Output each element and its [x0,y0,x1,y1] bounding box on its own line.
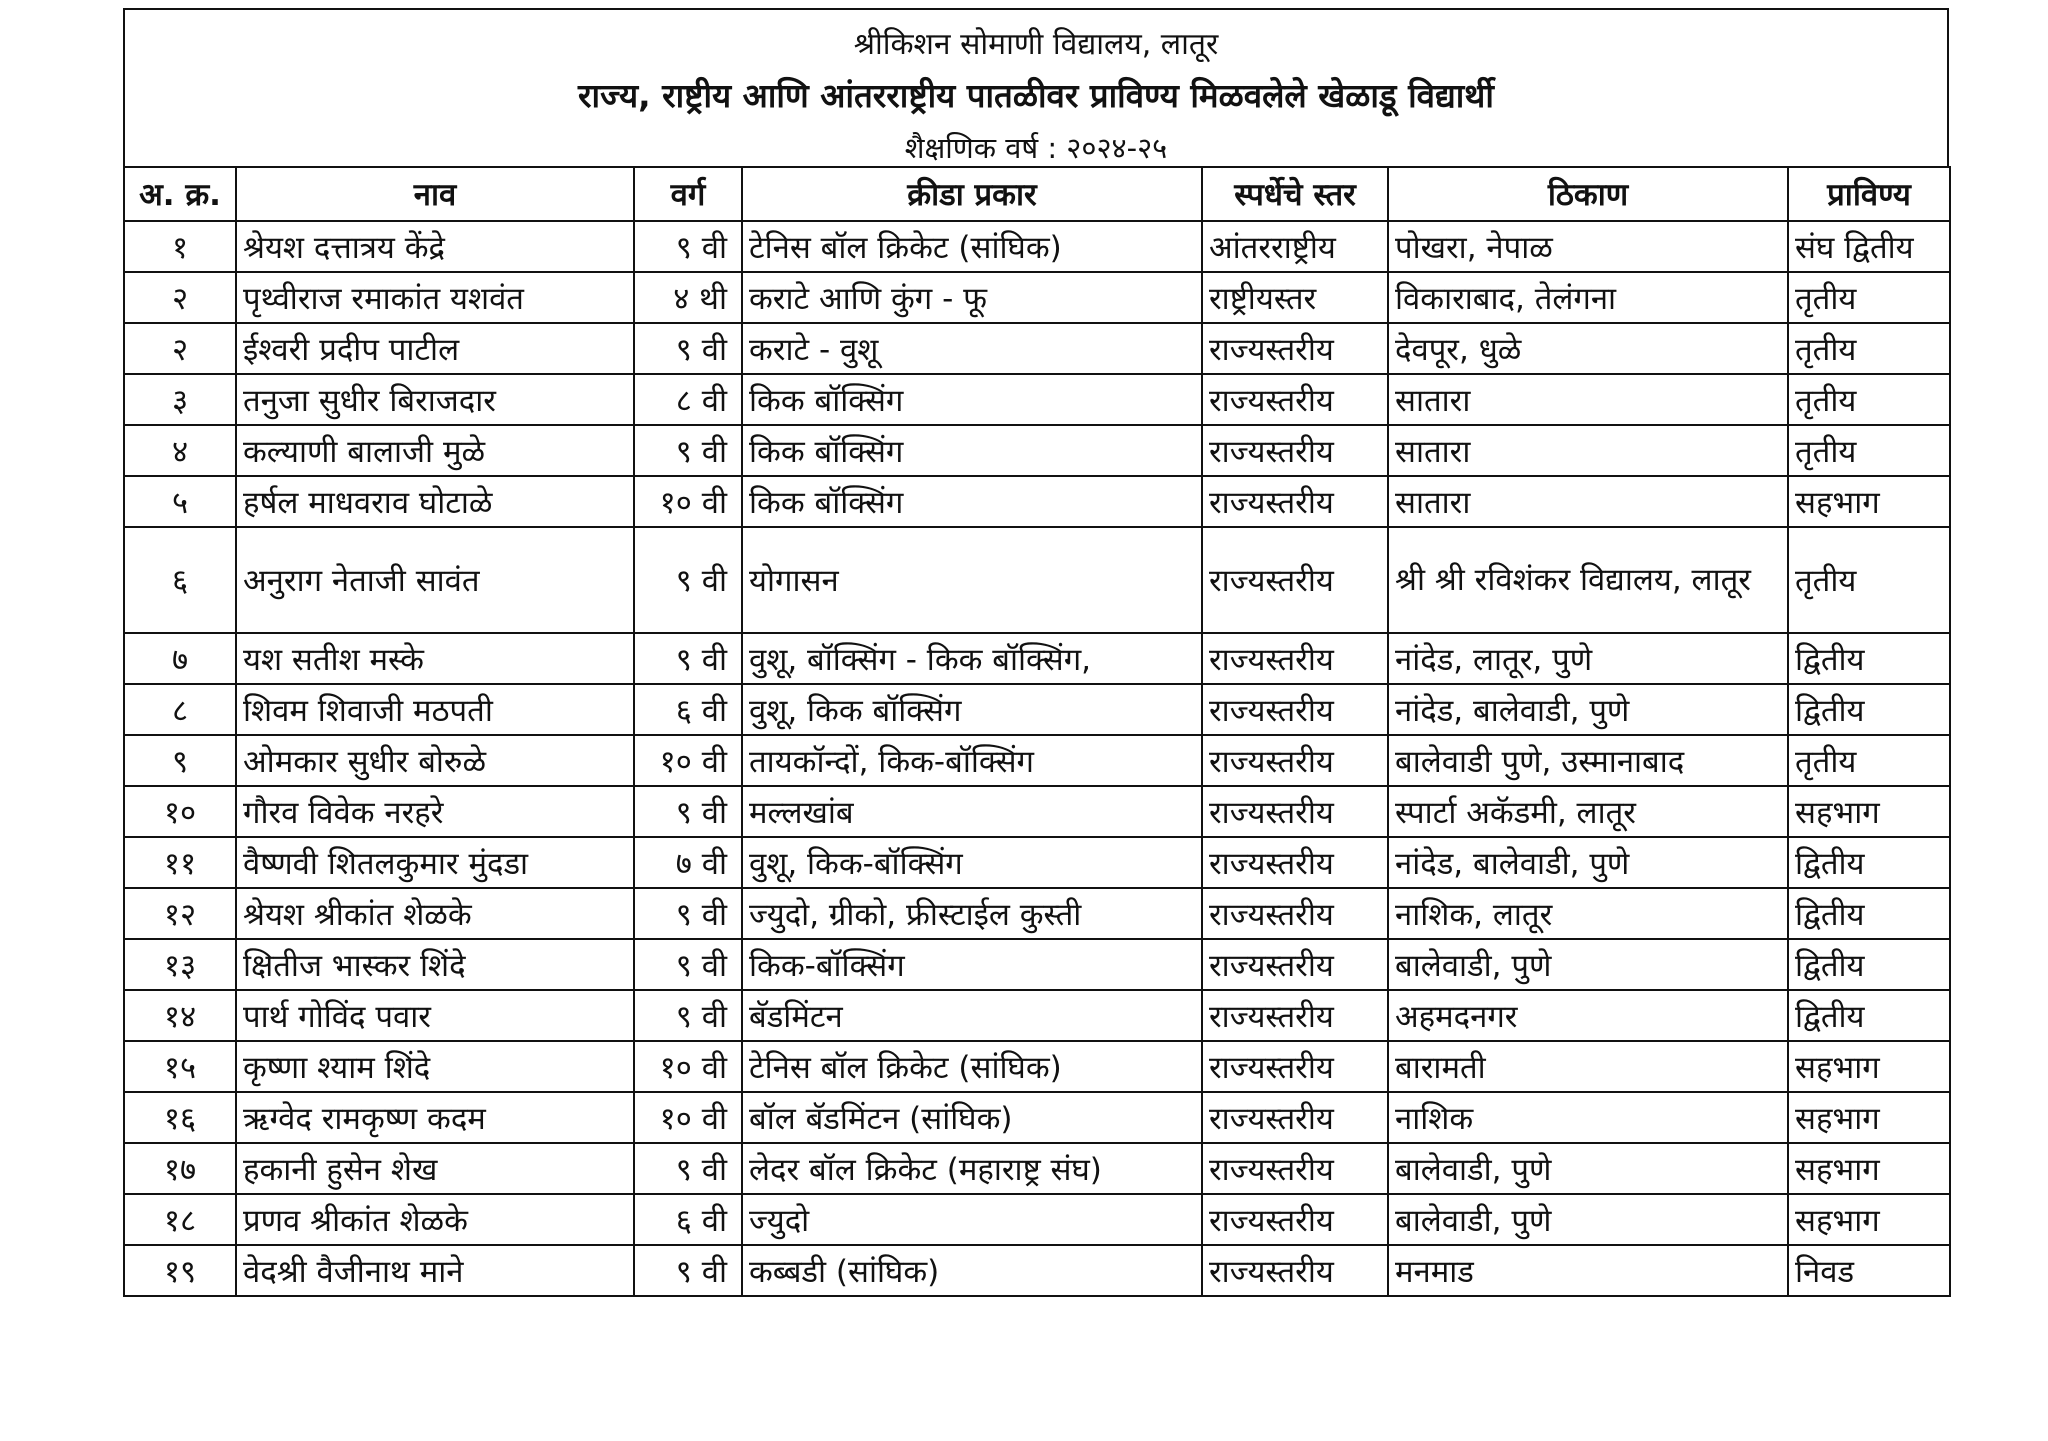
venue-cell: नाशिक [1388,1092,1788,1143]
table-row [124,633,1950,684]
achievement-cell: द्वितीय [1788,837,1950,888]
sport-cell: बॅडमिंटन [742,990,1202,1041]
table-row [124,888,1950,939]
table-row [124,990,1950,1041]
table-row [124,374,1950,425]
achievement-cell: सहभाग [1788,786,1950,837]
venue-cell: बालेवाडी, पुणे [1388,1194,1788,1245]
table-row [124,735,1950,786]
students-table [123,166,1951,1297]
sport-cell: कराटे - वुशू [742,323,1202,374]
achievement-cell: सहभाग [1788,1143,1950,1194]
venue-cell: बालेवाडी, पुणे [1388,939,1788,990]
achievement-cell: द्वितीय [1788,684,1950,735]
table-row [124,1092,1950,1143]
sport-cell: तायकॉन्दों, किक-बॉक्सिंग [742,735,1202,786]
level-cell: राज्यस्तरीय [1202,837,1388,888]
name-cell: ओमकार सुधीर बोरुळे [236,735,634,786]
name-cell: क्षितीज भास्कर शिंदे [236,939,634,990]
class-cell: ९ वी [634,221,742,272]
table-row [124,476,1950,527]
venue-cell: मनमाड [1388,1245,1788,1296]
column-header-venue: ठिकाण [1388,167,1788,221]
achievement-cell: द्वितीय [1788,888,1950,939]
class-cell: १० वी [634,735,742,786]
class-cell: ९ वी [634,990,742,1041]
venue-cell: पोखरा, नेपाळ [1388,221,1788,272]
table-header-row [124,167,1950,221]
name-cell: श्रेयश श्रीकांत शेळके [236,888,634,939]
level-cell: राज्यस्तरीय [1202,735,1388,786]
level-cell: राज्यस्तरीय [1202,476,1388,527]
serial-cell: १८ [124,1194,236,1245]
level-cell: राज्यस्तरीय [1202,939,1388,990]
serial-cell: २ [124,272,236,323]
column-header-serial: अ. क्र. [124,167,236,221]
class-cell: १० वी [634,476,742,527]
class-cell: १० वी [634,1092,742,1143]
level-cell: राज्यस्तरीय [1202,323,1388,374]
class-cell: ९ वी [634,527,742,633]
achievement-cell: सहभाग [1788,476,1950,527]
class-cell: ६ वी [634,1194,742,1245]
level-cell: राज्यस्तरीय [1202,888,1388,939]
achievement-cell: द्वितीय [1788,633,1950,684]
level-cell: राज्यस्तरीय [1202,1194,1388,1245]
sport-cell: किक बॉक्सिंग [742,374,1202,425]
venue-cell: नांदेड, बालेवाडी, पुणे [1388,684,1788,735]
table-body [124,221,1950,1296]
class-cell: ६ वी [634,684,742,735]
sport-cell: लेदर बॉल क्रिकेट (महाराष्ट्र संघ) [742,1143,1202,1194]
class-cell: ७ वी [634,837,742,888]
serial-cell: १६ [124,1092,236,1143]
serial-cell: ९ [124,735,236,786]
name-cell: हकानी हुसेन शेख [236,1143,634,1194]
sport-cell: वुशू, बॉक्सिंग - किक बॉक्सिंग, [742,633,1202,684]
level-cell: राज्यस्तरीय [1202,1041,1388,1092]
class-cell: ९ वी [634,786,742,837]
column-header-level: स्पर्धेचे स्तर [1202,167,1388,221]
venue-cell: बालेवाडी पुणे, उस्मानाबाद [1388,735,1788,786]
sport-cell: किक बॉक्सिंग [742,425,1202,476]
sport-cell: योगासन [742,527,1202,633]
level-cell: राज्यस्तरीय [1202,1245,1388,1296]
name-cell: तनुजा सुधीर बिराजदार [236,374,634,425]
serial-cell: ४ [124,425,236,476]
venue-cell: देवपूर, धुळे [1388,323,1788,374]
achievement-cell: द्वितीय [1788,990,1950,1041]
sport-cell: मल्लखांब [742,786,1202,837]
level-cell: राज्यस्तरीय [1202,786,1388,837]
class-cell: ९ वी [634,633,742,684]
venue-cell: श्री श्री रविशंकर विद्यालय, लातूर [1388,527,1788,633]
name-cell: यश सतीश मस्के [236,633,634,684]
table-row [124,939,1950,990]
venue-cell: नांदेड, लातूर, पुणे [1388,633,1788,684]
serial-cell: १२ [124,888,236,939]
name-cell: वेदश्री वैजीनाथ माने [236,1245,634,1296]
level-cell: राज्यस्तरीय [1202,633,1388,684]
achievement-cell: द्वितीय [1788,939,1950,990]
name-cell: कृष्णा श्याम शिंदे [236,1041,634,1092]
level-cell: राज्यस्तरीय [1202,1143,1388,1194]
class-cell: १० वी [634,1041,742,1092]
venue-cell: विकाराबाद, तेलंगना [1388,272,1788,323]
achievement-cell: तृतीय [1788,374,1950,425]
venue-cell: नांदेड, बालेवाडी, पुणे [1388,837,1788,888]
class-cell: ४ थी [634,272,742,323]
sport-cell: कब्बडी (सांघिक) [742,1245,1202,1296]
venue-cell: अहमदनगर [1388,990,1788,1041]
sport-cell: ज्युदो [742,1194,1202,1245]
achievement-cell: निवड [1788,1245,1950,1296]
venue-cell: स्पार्टा अकॅडमी, लातूर [1388,786,1788,837]
name-cell: ऋग्वेद रामकृष्ण कदम [236,1092,634,1143]
name-cell: पार्थ गोविंद पवार [236,990,634,1041]
level-cell: राज्यस्तरीय [1202,684,1388,735]
achievement-cell: तृतीय [1788,272,1950,323]
venue-cell: बारामती [1388,1041,1788,1092]
column-header-sport: क्रीडा प्रकार [742,167,1202,221]
name-cell: वैष्णवी शितलकुमार मुंदडा [236,837,634,888]
name-cell: प्रणव श्रीकांत शेळके [236,1194,634,1245]
serial-cell: २ [124,323,236,374]
sport-cell: कराटे आणि कुंग - फू [742,272,1202,323]
achievement-cell: सहभाग [1788,1041,1950,1092]
sport-cell: बॉल बॅडमिंटन (सांघिक) [742,1092,1202,1143]
serial-cell: १० [124,786,236,837]
table-row [124,1041,1950,1092]
serial-cell: १७ [124,1143,236,1194]
achievement-cell: सहभाग [1788,1092,1950,1143]
venue-cell: सातारा [1388,374,1788,425]
serial-cell: ७ [124,633,236,684]
serial-cell: ११ [124,837,236,888]
table-row [124,1194,1950,1245]
class-cell: ९ वी [634,425,742,476]
document-sheet [123,8,1949,1352]
class-cell: ९ वी [634,1245,742,1296]
venue-cell: सातारा [1388,476,1788,527]
name-cell: कल्याणी बालाजी मुळे [236,425,634,476]
document-title: राज्य, राष्ट्रीय आणि आंतरराष्ट्रीय पातळीवर प्राविण्य मिळवलेले खेळाडू विद्यार्थी [578,76,1494,115]
venue-cell: नाशिक, लातूर [1388,888,1788,939]
achievement-cell: तृतीय [1788,323,1950,374]
achievement-cell: सहभाग [1788,1194,1950,1245]
serial-cell: १४ [124,990,236,1041]
table-row [124,323,1950,374]
name-cell: गौरव विवेक नरहरे [236,786,634,837]
name-cell: श्रेयश दत्तात्रय केंद्रे [236,221,634,272]
level-cell: राज्यस्तरीय [1202,374,1388,425]
table-row [124,527,1950,633]
class-cell: ९ वी [634,1143,742,1194]
sport-cell: ज्युदो, ग्रीको, फ्रीस्टाईल कुस्ती [742,888,1202,939]
document-header [123,8,1949,166]
sport-cell: टेनिस बॉल क्रिकेट (सांघिक) [742,221,1202,272]
table-row [124,684,1950,735]
column-header-class: वर्ग [634,167,742,221]
name-cell: शिवम शिवाजी मठपती [236,684,634,735]
table-row [124,786,1950,837]
name-cell: हर्षल माधवराव घोटाळे [236,476,634,527]
serial-cell: ३ [124,374,236,425]
column-header-achievement: प्राविण्य [1788,167,1950,221]
sport-cell: वुशू, किक बॉक्सिंग [742,684,1202,735]
level-cell: राज्यस्तरीय [1202,1092,1388,1143]
level-cell: राज्यस्तरीय [1202,527,1388,633]
class-cell: ९ वी [634,939,742,990]
sport-cell: टेनिस बॉल क्रिकेट (सांघिक) [742,1041,1202,1092]
table-row [124,1245,1950,1296]
level-cell: आंतरराष्ट्रीय [1202,221,1388,272]
serial-cell: ५ [124,476,236,527]
achievement-cell: तृतीय [1788,527,1950,633]
serial-cell: १३ [124,939,236,990]
table-row [124,1143,1950,1194]
table-row [124,425,1950,476]
class-cell: ९ वी [634,323,742,374]
venue-cell: सातारा [1388,425,1788,476]
academic-year: शैक्षणिक वर्ष : २०२४-२५ [904,131,1168,165]
level-cell: राज्यस्तरीय [1202,425,1388,476]
column-header-name: नाव [236,167,634,221]
table-row [124,272,1950,323]
serial-cell: १ [124,221,236,272]
level-cell: राज्यस्तरीय [1202,990,1388,1041]
serial-cell: ६ [124,527,236,633]
class-cell: ८ वी [634,374,742,425]
achievement-cell: संघ द्वितीय [1788,221,1950,272]
table-row [124,221,1950,272]
name-cell: ईश्वरी प्रदीप पाटील [236,323,634,374]
level-cell: राष्ट्रीयस्तर [1202,272,1388,323]
serial-cell: १५ [124,1041,236,1092]
sport-cell: किक-बॉक्सिंग [742,939,1202,990]
sport-cell: वुशू, किक-बॉक्सिंग [742,837,1202,888]
serial-cell: ८ [124,684,236,735]
school-name: श्रीकिशन सोमाणी विद्यालय, लातूर [853,27,1219,62]
serial-cell: १९ [124,1245,236,1296]
venue-cell: बालेवाडी, पुणे [1388,1143,1788,1194]
achievement-cell: तृतीय [1788,735,1950,786]
achievement-cell: तृतीय [1788,425,1950,476]
table-row [124,837,1950,888]
sport-cell: किक बॉक्सिंग [742,476,1202,527]
class-cell: ९ वी [634,888,742,939]
name-cell: अनुराग नेताजी सावंत [236,527,634,633]
name-cell: पृथ्वीराज रमाकांत यशवंत [236,272,634,323]
